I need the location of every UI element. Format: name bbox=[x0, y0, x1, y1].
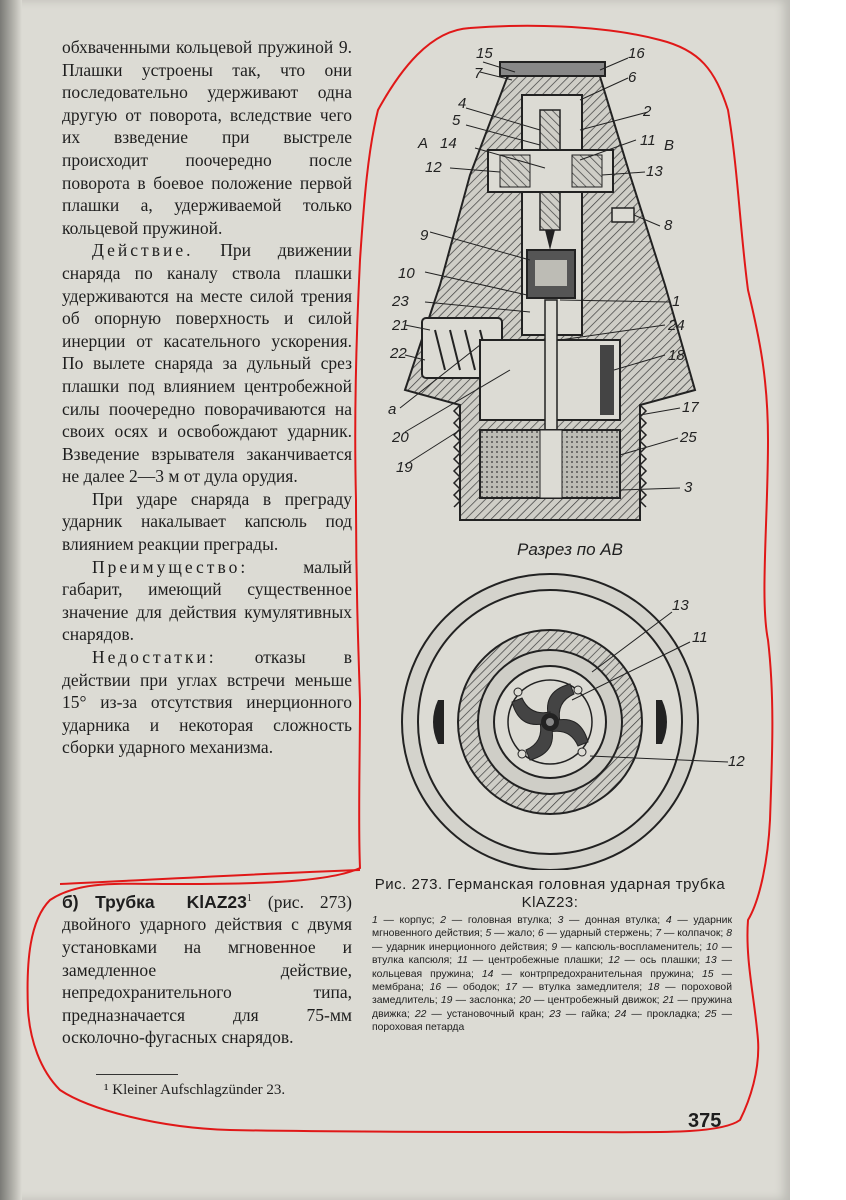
legend-text: — ударный стержень; bbox=[543, 928, 656, 940]
fuze-drawing bbox=[380, 30, 760, 870]
legend-number: 12 bbox=[608, 955, 620, 967]
legend-number: 11 bbox=[457, 955, 468, 967]
section-callout-13: 13 bbox=[672, 597, 689, 614]
paragraph-1: обхваченными кольцевой пружиной 9. Плашки устроены так, что они последовательно удерживают одна другую от поворота, вследствие чего их взведение при выстреле происходит поочередно после поворота в боевое положение первой плашки a, удерживаемой только кольцевой пружиной. bbox=[62, 37, 352, 238]
left-column-text bbox=[62, 36, 352, 759]
drawbacks-body: отказы в действии при углах встречи меньше 15° из-за отсутствия инерционного ударника и некоторая сложность сборки ударного механизма. bbox=[62, 647, 352, 758]
book-spine bbox=[0, 0, 22, 1200]
legend-number: 14 bbox=[481, 968, 494, 980]
callout-9: 9 bbox=[420, 227, 429, 244]
callout-23: 23 bbox=[392, 293, 409, 310]
advantage-heading: Преимущество: bbox=[92, 556, 249, 577]
callout-B: В bbox=[664, 137, 675, 154]
legend-text: — донная втулка; bbox=[563, 915, 666, 926]
legend-number: 9 bbox=[551, 941, 558, 953]
callout-10: 10 bbox=[398, 265, 415, 282]
drawbacks-heading: Недостатки: bbox=[92, 647, 217, 668]
callout-5: 5 bbox=[452, 112, 461, 129]
advantage-body: малый габарит, имеющий существенное значение для действия кумулятивных снарядов. bbox=[62, 556, 352, 645]
tube-b-label: б) Трубка bbox=[62, 891, 155, 912]
action-body: При движении снаряда по каналу ствола плашки удерживаются на месте силой трения об опорную поверхность и силой инерции от касательного ускорения. По вылете снаряда за дульный срез плашки под влиянием центробежной силы поочередно поворачиваются на своих осях и освобождают ударник. Взведение взрывателя заканчивается не далее 2—3 м от дула орудия. bbox=[62, 240, 352, 487]
legend-number: 20 bbox=[519, 995, 531, 1007]
footnote: ¹ Kleiner Aufschlagzünder 23. bbox=[104, 1082, 286, 1098]
legend-text: — ударник мгновенного действия; bbox=[372, 915, 732, 940]
legend-text: — контрпредохранительная пружина; bbox=[493, 968, 703, 980]
callout-22: 22 bbox=[390, 345, 407, 362]
legend-text: — пороховая петарда bbox=[372, 1008, 732, 1034]
callout-24: 24 bbox=[668, 317, 685, 334]
callout-13: 13 bbox=[646, 163, 663, 180]
action-heading: Действие. bbox=[92, 240, 194, 261]
legend-number: 1 bbox=[372, 915, 378, 926]
callout-A: А bbox=[418, 135, 429, 152]
section-callout-12: 12 bbox=[728, 753, 745, 770]
callout-3: 3 bbox=[684, 479, 693, 496]
callout-18: 18 bbox=[668, 347, 685, 364]
tube-b-body: (рис. 273) двойного ударного действия с двумя установками на мгновенное и замедленное действие, непредохранительного типа, предназначается для 75-мм осколочно-фугасных снарядов. bbox=[62, 891, 353, 1048]
callout-7: 7 bbox=[474, 65, 483, 82]
legend-number: 16 bbox=[429, 982, 442, 994]
legend-text: — заслонка; bbox=[452, 995, 520, 1007]
legend-text: — гайка; bbox=[560, 1008, 615, 1020]
legend-number: 13 bbox=[705, 955, 717, 967]
legend-text: — ось плашки; bbox=[619, 955, 706, 967]
callout-1: 1 bbox=[672, 293, 681, 310]
legend-text: — корпус; bbox=[377, 915, 441, 926]
legend-text: — пружина движка; bbox=[372, 995, 732, 1020]
cap bbox=[500, 62, 605, 76]
legend-text: — ударник инерционного действия; bbox=[372, 941, 552, 953]
footnote-mark: 1 bbox=[246, 893, 252, 904]
legend-text: — кольцевая пружина; bbox=[372, 955, 732, 980]
legend-text: — головная втулка; bbox=[446, 915, 558, 926]
callout-15: 15 bbox=[476, 45, 493, 62]
legend-number: 19 bbox=[440, 995, 453, 1007]
legend-text: — жало; bbox=[491, 928, 538, 940]
legend-number: 7 bbox=[655, 928, 662, 940]
legend-number: 10 bbox=[706, 941, 718, 953]
legend-text: — центробежный движок; bbox=[530, 995, 663, 1007]
callout-14: 14 bbox=[440, 135, 457, 152]
paragraph-impact: При ударе снаряда в преграду ударник накалывает капсюль под влиянием реакции преграды. bbox=[62, 488, 352, 555]
paragraph-action bbox=[62, 239, 352, 488]
legend-text: — установочный кран; bbox=[426, 1008, 550, 1020]
callout-17: 17 bbox=[682, 399, 699, 416]
legend-text: — прокладка; bbox=[626, 1008, 706, 1020]
legend-text: — центробежные плашки; bbox=[467, 955, 609, 967]
callout-21: 21 bbox=[392, 317, 409, 334]
section-callout-11: 11 bbox=[692, 629, 708, 646]
legend-number: 2 bbox=[440, 915, 447, 926]
paragraph-advantage bbox=[62, 556, 352, 646]
footnote-rule bbox=[96, 1074, 178, 1075]
legend-number: 6 bbox=[537, 928, 544, 940]
cross-section bbox=[402, 574, 728, 870]
callout-6: 6 bbox=[628, 69, 637, 86]
callout-4: 4 bbox=[458, 95, 467, 112]
legend-text: — втулка капсюля; bbox=[372, 941, 732, 967]
paragraph-drawbacks bbox=[62, 646, 352, 759]
section-label: Разрез по АВ bbox=[517, 540, 623, 559]
legend-number: 17 bbox=[505, 982, 517, 994]
callout-16: 16 bbox=[628, 45, 645, 62]
legend-number: 25 bbox=[705, 1008, 717, 1020]
legend-text: — мембрана; bbox=[372, 968, 732, 994]
callout-11: 11 bbox=[640, 132, 656, 149]
legend-text: — капсюль-воспламенитель; bbox=[557, 941, 707, 953]
legend-number: 18 bbox=[647, 982, 660, 994]
callout-25: 25 bbox=[680, 429, 697, 446]
tube-b-paragraph bbox=[62, 888, 352, 1049]
tube-b-name: KlAZ23 bbox=[186, 891, 247, 912]
legend-number: 22 bbox=[414, 1008, 427, 1020]
callout-8: 8 bbox=[664, 217, 673, 234]
legend-text: — пороховой замедлитель; bbox=[372, 982, 733, 1007]
page-number: 375 bbox=[688, 1110, 722, 1132]
legend-number: 3 bbox=[557, 915, 564, 926]
legend-number: 23 bbox=[549, 1008, 561, 1020]
figure-caption-title: Рис. 273. Германская головная ударная трубка KlAZ23: bbox=[374, 876, 726, 911]
legend-number: 15 bbox=[702, 968, 714, 980]
legend-number: 4 bbox=[665, 915, 672, 926]
figure-legend bbox=[372, 914, 732, 1035]
legend-number: 24 bbox=[614, 1008, 627, 1020]
legend-number: 21 bbox=[662, 995, 675, 1007]
callout-20: 20 bbox=[392, 429, 409, 446]
callout-a: a bbox=[388, 401, 397, 418]
legend-number: 8 bbox=[726, 928, 732, 940]
legend-text: — втулка замедлителя; bbox=[516, 982, 648, 994]
callout-12: 12 bbox=[425, 159, 442, 176]
legend-text: — ободок; bbox=[441, 982, 506, 994]
callout-2: 2 bbox=[643, 103, 652, 120]
callout-19: 19 bbox=[396, 459, 413, 476]
legend-number: 5 bbox=[485, 928, 492, 940]
legend-text: — колпачок; bbox=[661, 928, 727, 940]
